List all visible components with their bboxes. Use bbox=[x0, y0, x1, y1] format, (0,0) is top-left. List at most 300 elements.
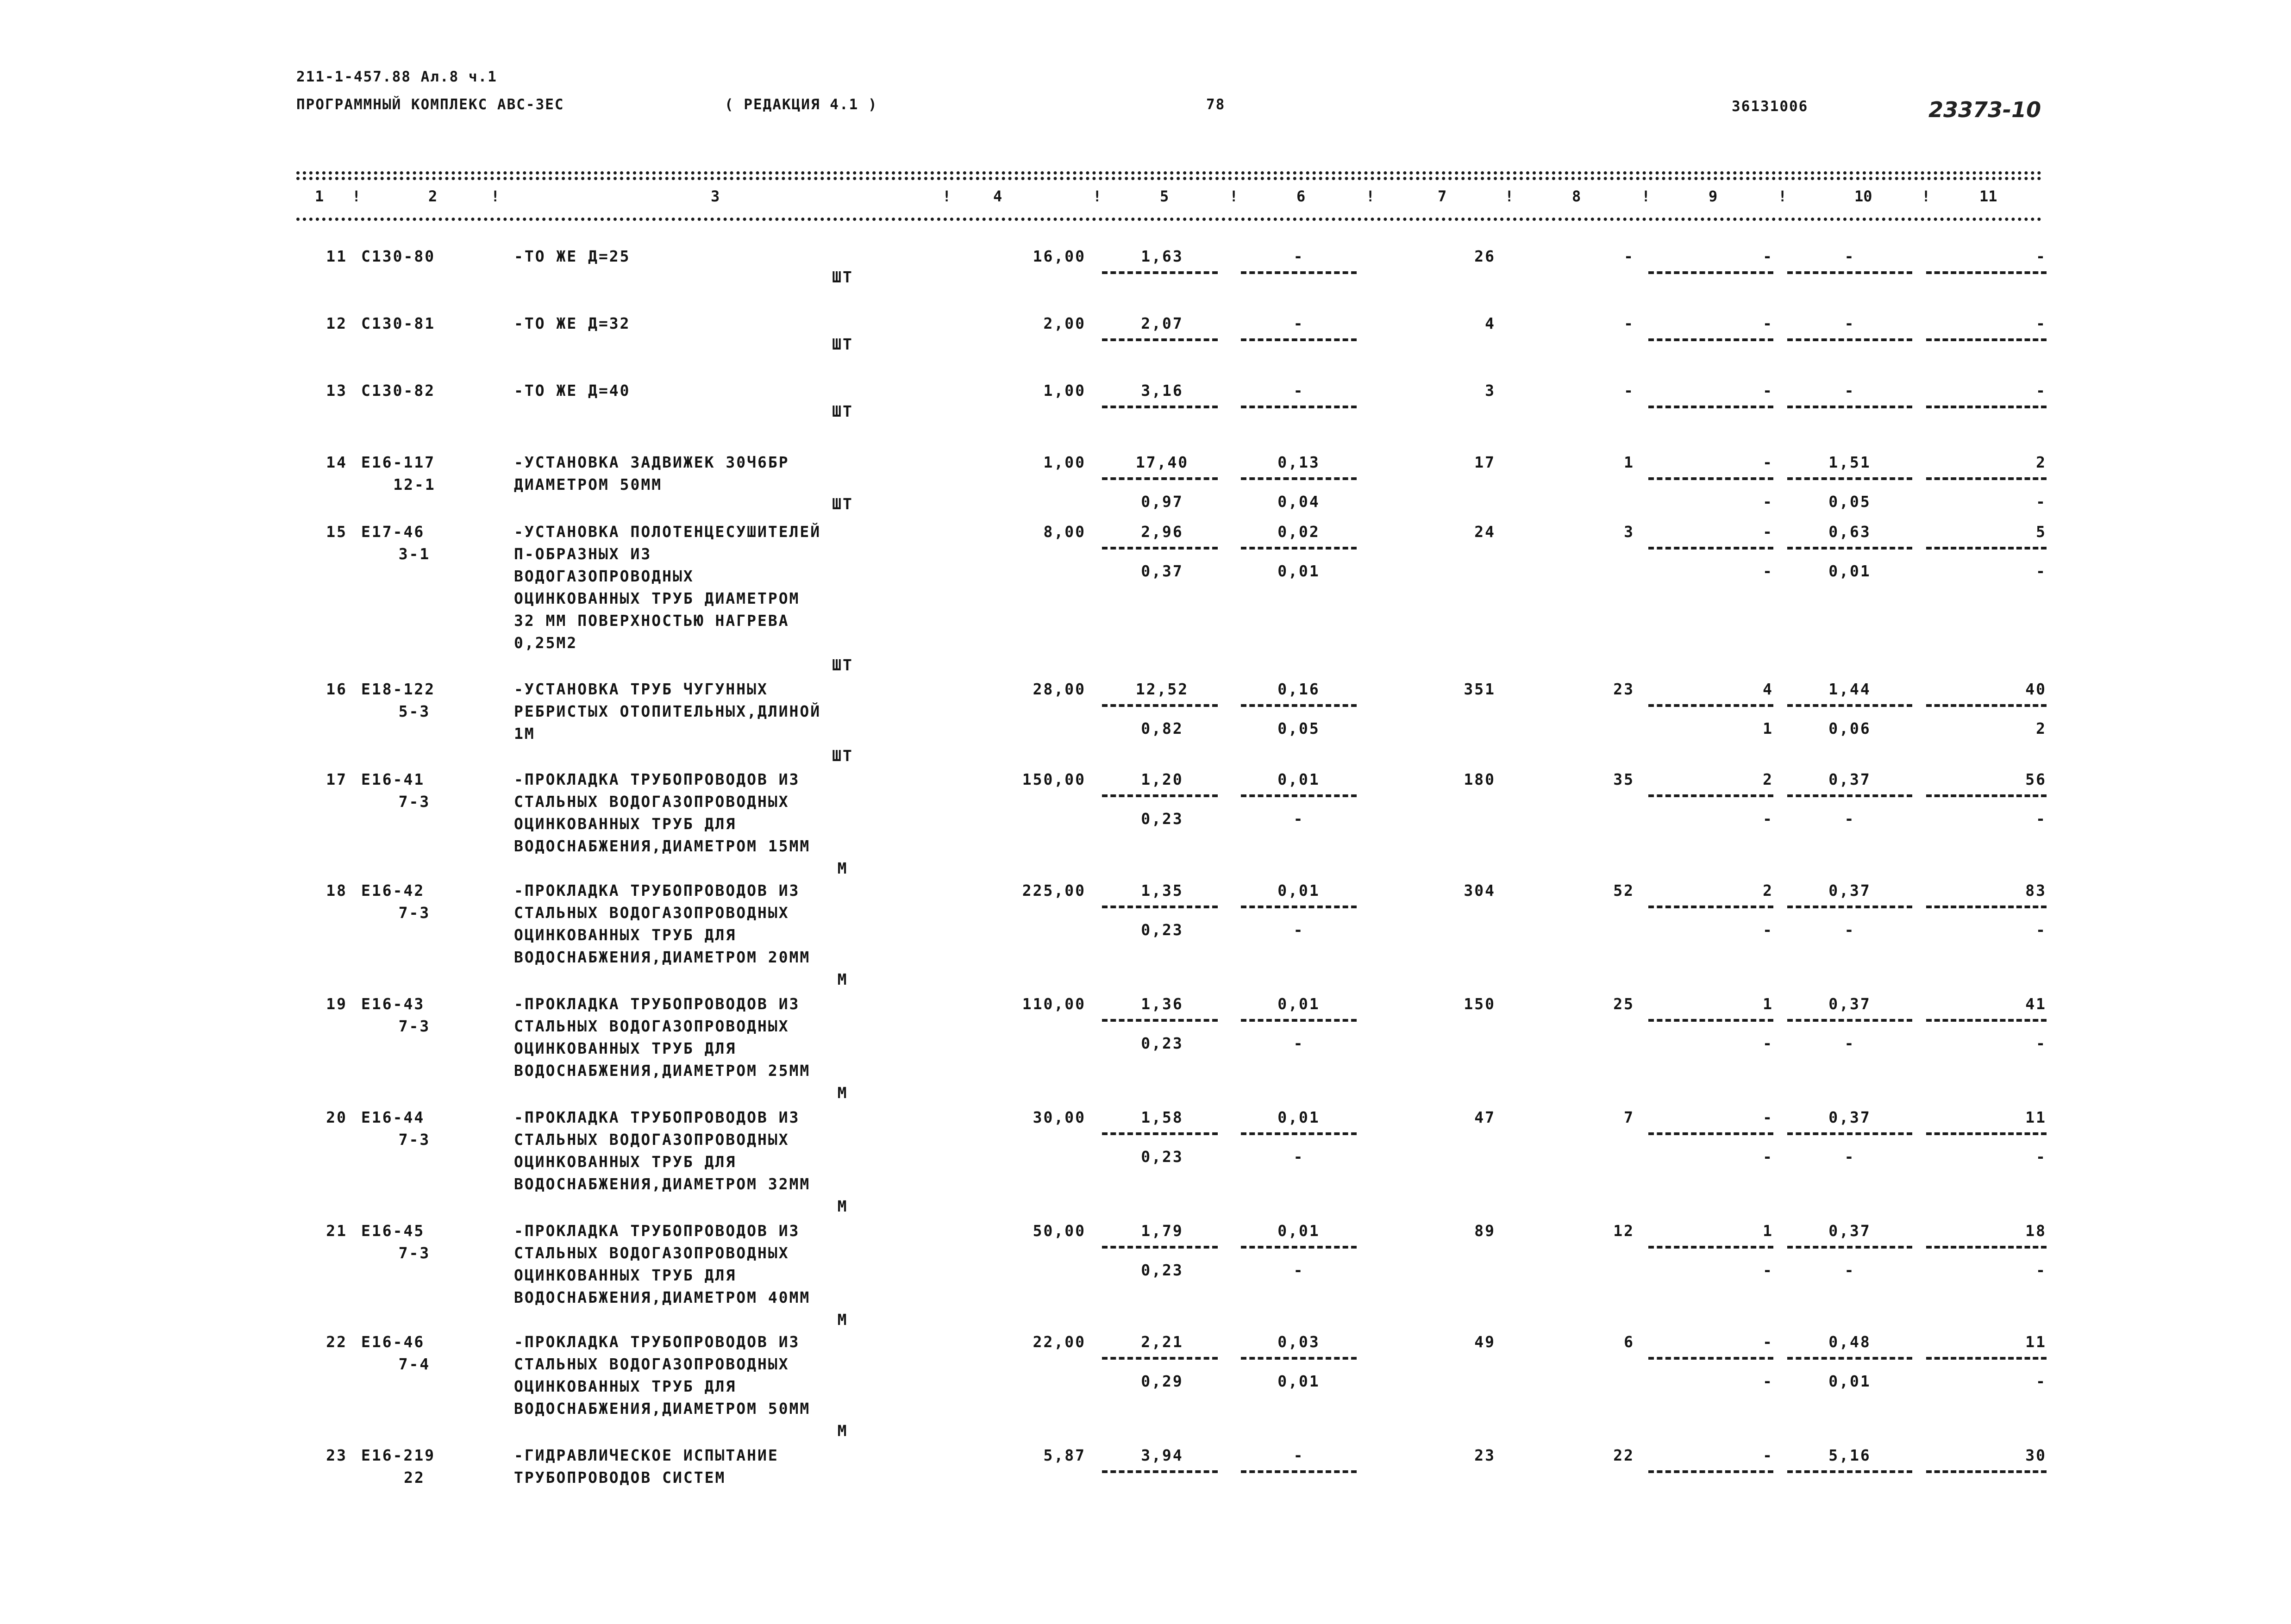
cost-divider bbox=[1102, 338, 1218, 341]
table-top-rule bbox=[296, 171, 2042, 175]
row-number: 16 bbox=[326, 680, 347, 698]
work-description: 32 ММ ПОВЕРХНОСТЬЮ НАГРЕВА bbox=[514, 612, 789, 630]
col11-value: 5 bbox=[2036, 523, 2047, 541]
unit-cost-wages-equip: 0,01 bbox=[1277, 562, 1320, 580]
wages-cost: - bbox=[1624, 314, 1634, 332]
header-bottom-rule bbox=[296, 218, 2042, 221]
cost-divider bbox=[1787, 271, 1912, 274]
unit-of-measure: ШТ bbox=[832, 335, 853, 353]
work-description: -ПРОКЛАДКА ТРУБОПРОВОДОВ ИЗ bbox=[514, 881, 800, 899]
work-description: 0,25М2 bbox=[514, 634, 578, 652]
col11-value: 83 bbox=[2025, 881, 2047, 899]
work-description: -УСТАНОВКА ЗАДВИЖЕК 30Ч6БР bbox=[514, 453, 789, 471]
wages-cost: 3 bbox=[1624, 523, 1634, 541]
labor-value: 0,37 bbox=[1828, 1108, 1871, 1126]
work-description: СТАЛЬНЫХ ВОДОГАЗОПРОВОДНЫХ bbox=[514, 793, 789, 811]
rate-code: 7-3 bbox=[398, 1131, 431, 1149]
unit-cost-total: 1,79 bbox=[1141, 1222, 1183, 1240]
unit-cost-equipment: 0,01 bbox=[1277, 1108, 1320, 1126]
col9-sub-value: - bbox=[1763, 562, 1773, 580]
labor-value: 0,37 bbox=[1828, 770, 1871, 788]
quantity-cell: 110,00 bbox=[1022, 995, 1086, 1013]
cost-divider bbox=[1787, 1019, 1912, 1022]
unit-cost-total: 3,94 bbox=[1141, 1446, 1183, 1464]
unit-cost-equipment: 0,16 bbox=[1277, 680, 1320, 698]
unit-cost-wages: 0,97 bbox=[1141, 493, 1183, 511]
wages-cost: 22 bbox=[1613, 1446, 1634, 1464]
cost-divider bbox=[1648, 1246, 1773, 1249]
col9-sub-value: - bbox=[1763, 1034, 1773, 1052]
rate-code: С130-80 bbox=[361, 247, 436, 265]
unit-cost-wages: 0,23 bbox=[1141, 810, 1183, 828]
cost-divider bbox=[1241, 406, 1357, 408]
cost-divider bbox=[1926, 794, 2047, 797]
column-number-6: 6 bbox=[1296, 187, 1306, 205]
total-cost: 3 bbox=[1485, 381, 1496, 400]
col11-value: 56 bbox=[2025, 770, 2047, 788]
cost-divider bbox=[1648, 704, 1773, 707]
cost-divider bbox=[1102, 1132, 1218, 1135]
total-cost: 180 bbox=[1464, 770, 1496, 788]
cost-divider bbox=[1241, 794, 1357, 797]
rate-code: 7-4 bbox=[398, 1355, 431, 1373]
work-description: ОЦИНКОВАННЫХ ТРУБ ДЛЯ bbox=[514, 1039, 737, 1057]
unit-cost-total: 1,36 bbox=[1141, 995, 1183, 1013]
work-description: ОЦИНКОВАННЫХ ТРУБ ДИАМЕТРОМ bbox=[514, 589, 800, 607]
column-number-5: 5 bbox=[1160, 187, 1169, 205]
labor-sub-value: - bbox=[1844, 921, 1855, 939]
cost-divider bbox=[1241, 906, 1357, 908]
row-number: 11 bbox=[326, 247, 347, 265]
cost-divider bbox=[1241, 1357, 1357, 1360]
unit-cost-total: 1,35 bbox=[1141, 881, 1183, 899]
unit-cost-total: 3,16 bbox=[1141, 381, 1183, 400]
unit-of-measure: М bbox=[837, 1311, 848, 1329]
col11-value: - bbox=[2036, 314, 2047, 332]
total-cost: 351 bbox=[1464, 680, 1496, 698]
work-description: СТАЛЬНЫХ ВОДОГАЗОПРОВОДНЫХ bbox=[514, 1244, 789, 1262]
work-description: ТРУБОПРОВОДОВ СИСТЕМ bbox=[514, 1468, 726, 1487]
work-description: ВОДОСНАБЖЕНИЯ,ДИАМЕТРОМ 20ММ bbox=[514, 948, 811, 966]
total-cost: 17 bbox=[1474, 453, 1496, 471]
col11-value: - bbox=[2036, 381, 2047, 400]
unit-cost-wages: 0,23 bbox=[1141, 1261, 1183, 1279]
column-number-2: 2 bbox=[428, 187, 438, 205]
unit-cost-equipment: 0,02 bbox=[1277, 523, 1320, 541]
labor-value: 0,37 bbox=[1828, 995, 1871, 1013]
labor-sub-value: 0,01 bbox=[1828, 562, 1871, 580]
rate-code: 22 bbox=[404, 1468, 425, 1487]
col9-sub-value: - bbox=[1763, 810, 1773, 828]
labor-value: 0,37 bbox=[1828, 1222, 1871, 1240]
unit-cost-total: 2,96 bbox=[1141, 523, 1183, 541]
cost-divider bbox=[1648, 1132, 1773, 1135]
quantity-cell: 22,00 bbox=[1033, 1333, 1086, 1351]
work-description: -ПРОКЛАДКА ТРУБОПРОВОДОВ ИЗ bbox=[514, 1222, 800, 1240]
col11-sub-value: - bbox=[2036, 1034, 2047, 1052]
quantity-cell: 50,00 bbox=[1033, 1222, 1086, 1240]
work-description: СТАЛЬНЫХ ВОДОГАЗОПРОВОДНЫХ bbox=[514, 1355, 789, 1373]
col11-sub-value: - bbox=[2036, 810, 2047, 828]
cost-divider bbox=[1241, 704, 1357, 707]
cost-divider bbox=[1926, 477, 2047, 480]
column-separator: ! bbox=[1093, 187, 1102, 205]
labor-sub-value: 0,01 bbox=[1828, 1372, 1871, 1390]
unit-cost-wages-equip: - bbox=[1293, 1148, 1304, 1166]
work-description: ВОДОСНАБЖЕНИЯ,ДИАМЕТРОМ 50ММ bbox=[514, 1399, 811, 1418]
unit-cost-wages-equip: - bbox=[1293, 810, 1304, 828]
work-description: ВОДОСНАБЖЕНИЯ,ДИАМЕТРОМ 40ММ bbox=[514, 1288, 811, 1306]
wages-cost: 35 bbox=[1613, 770, 1634, 788]
rate-code: Е16-117 bbox=[361, 453, 436, 471]
col9-sub-value: - bbox=[1763, 493, 1773, 511]
col11-value: 40 bbox=[2025, 680, 2047, 698]
unit-cost-wages-equip: - bbox=[1293, 921, 1304, 939]
col11-sub-value: - bbox=[2036, 1261, 2047, 1279]
program-line: ПРОГРАММНЫЙ КОМПЛЕКС АВС-ЗЕС bbox=[296, 96, 564, 113]
cost-divider bbox=[1926, 1470, 2047, 1473]
quantity-cell: 5,87 bbox=[1043, 1446, 1086, 1464]
rate-code: Е16-42 bbox=[361, 881, 425, 899]
column-separator: ! bbox=[1505, 187, 1514, 205]
unit-cost-wages-equip: - bbox=[1293, 1034, 1304, 1052]
work-description: П-ОБРАЗНЫХ ИЗ bbox=[514, 545, 652, 563]
wages-cost: 7 bbox=[1624, 1108, 1634, 1126]
unit-cost-total: 1,20 bbox=[1141, 770, 1183, 788]
total-cost: 23 bbox=[1474, 1446, 1496, 1464]
total-cost: 89 bbox=[1474, 1222, 1496, 1240]
labor-value: - bbox=[1844, 247, 1855, 265]
cost-divider bbox=[1926, 271, 2047, 274]
work-description: -ПРОКЛАДКА ТРУБОПРОВОДОВ ИЗ bbox=[514, 1108, 800, 1126]
col11-value: - bbox=[2036, 247, 2047, 265]
column-number-9: 9 bbox=[1709, 187, 1718, 205]
col11-sub-value: 2 bbox=[2036, 719, 2047, 737]
column-number-10: 10 bbox=[1854, 187, 1872, 205]
cost-divider bbox=[1787, 906, 1912, 908]
unit-cost-total: 1,58 bbox=[1141, 1108, 1183, 1126]
unit-of-measure: ШТ bbox=[832, 495, 853, 513]
work-description: -УСТАНОВКА ТРУБ ЧУГУННЫХ bbox=[514, 680, 768, 698]
unit-of-measure: М bbox=[837, 1197, 848, 1215]
col9-value: 1 bbox=[1763, 1222, 1773, 1240]
work-description: -ПРОКЛАДКА ТРУБОПРОВОДОВ ИЗ bbox=[514, 995, 800, 1013]
labor-sub-value: - bbox=[1844, 1148, 1855, 1166]
unit-cost-equipment: 0,01 bbox=[1277, 770, 1320, 788]
cost-divider bbox=[1102, 1470, 1218, 1473]
unit-cost-wages: 0,23 bbox=[1141, 921, 1183, 939]
col11-sub-value: - bbox=[2036, 493, 2047, 511]
unit-cost-equipment: - bbox=[1293, 247, 1304, 265]
rate-code: 3-1 bbox=[398, 545, 431, 563]
unit-cost-wages: 0,37 bbox=[1141, 562, 1183, 580]
work-description: -ТО ЖЕ Д=40 bbox=[514, 381, 631, 400]
table-top-rule-2 bbox=[296, 177, 2042, 180]
cost-divider bbox=[1787, 704, 1912, 707]
labor-value: 0,48 bbox=[1828, 1333, 1871, 1351]
work-description: -ПРОКЛАДКА ТРУБОПРОВОДОВ ИЗ bbox=[514, 1333, 800, 1351]
cost-divider bbox=[1926, 1357, 2047, 1360]
col9-sub-value: - bbox=[1763, 1372, 1773, 1390]
unit-cost-equipment: - bbox=[1293, 314, 1304, 332]
work-description: ВОДОГАЗОПРОВОДНЫХ bbox=[514, 567, 694, 585]
cost-divider bbox=[1787, 338, 1912, 341]
rate-code: Е16-44 bbox=[361, 1108, 425, 1126]
column-number-4: 4 bbox=[993, 187, 1002, 205]
cost-divider bbox=[1648, 406, 1773, 408]
labor-sub-value: - bbox=[1844, 1034, 1855, 1052]
work-description: СТАЛЬНЫХ ВОДОГАЗОПРОВОДНЫХ bbox=[514, 1131, 789, 1149]
work-description: -ТО ЖЕ Д=25 bbox=[514, 247, 631, 265]
cost-divider bbox=[1102, 271, 1218, 274]
work-description: ОЦИНКОВАННЫХ ТРУБ ДЛЯ bbox=[514, 1153, 737, 1171]
col11-sub-value: - bbox=[2036, 1372, 2047, 1390]
work-description: -ГИДРАВЛИЧЕСКОЕ ИСПЫТАНИЕ bbox=[514, 1446, 779, 1464]
wages-cost: - bbox=[1624, 247, 1634, 265]
cost-divider bbox=[1102, 1357, 1218, 1360]
unit-cost-equipment: 0,01 bbox=[1277, 881, 1320, 899]
column-separator: ! bbox=[491, 187, 500, 205]
rate-code: 7-3 bbox=[398, 904, 431, 922]
rate-code: Е18-122 bbox=[361, 680, 436, 698]
work-description: ВОДОСНАБЖЕНИЯ,ДИАМЕТРОМ 25ММ bbox=[514, 1062, 811, 1080]
column-number-11: 11 bbox=[1979, 187, 1997, 205]
work-description: ОЦИНКОВАННЫХ ТРУБ ДЛЯ bbox=[514, 926, 737, 944]
total-cost: 150 bbox=[1464, 995, 1496, 1013]
cost-divider bbox=[1102, 477, 1218, 480]
unit-cost-wages: 0,82 bbox=[1141, 719, 1183, 737]
col11-value: 41 bbox=[2025, 995, 2047, 1013]
col9-value: - bbox=[1763, 1108, 1773, 1126]
unit-cost-equipment: 0,01 bbox=[1277, 995, 1320, 1013]
cost-divider bbox=[1102, 1246, 1218, 1249]
wages-cost: 23 bbox=[1613, 680, 1634, 698]
unit-of-measure: ШТ bbox=[832, 747, 853, 765]
cost-divider bbox=[1648, 338, 1773, 341]
column-number-8: 8 bbox=[1572, 187, 1581, 205]
total-cost: 4 bbox=[1485, 314, 1496, 332]
unit-cost-wages: 0,23 bbox=[1141, 1148, 1183, 1166]
row-number: 20 bbox=[326, 1108, 347, 1126]
document-code: 36131006 bbox=[1732, 98, 1809, 115]
page-number: 78 bbox=[1206, 96, 1226, 113]
row-number: 12 bbox=[326, 314, 347, 332]
row-number: 23 bbox=[326, 1446, 347, 1464]
cost-divider bbox=[1648, 1019, 1773, 1022]
work-description: ОЦИНКОВАННЫХ ТРУБ ДЛЯ bbox=[514, 1266, 737, 1284]
unit-of-measure: М bbox=[837, 1422, 848, 1440]
col9-sub-value: - bbox=[1763, 1148, 1773, 1166]
labor-value: 0,63 bbox=[1828, 523, 1871, 541]
col9-value: 2 bbox=[1763, 881, 1773, 899]
cost-divider bbox=[1241, 547, 1357, 550]
cost-divider bbox=[1241, 1246, 1357, 1249]
wages-cost: 6 bbox=[1624, 1333, 1634, 1351]
row-number: 15 bbox=[326, 523, 347, 541]
cost-divider bbox=[1648, 1357, 1773, 1360]
unit-of-measure: ШТ bbox=[832, 656, 853, 674]
unit-cost-total: 2,21 bbox=[1141, 1333, 1183, 1351]
col9-sub-value: 1 bbox=[1763, 719, 1773, 737]
cost-divider bbox=[1241, 477, 1357, 480]
unit-cost-total: 12,52 bbox=[1135, 680, 1189, 698]
rate-code: Е16-45 bbox=[361, 1222, 425, 1240]
column-separator: ! bbox=[1641, 187, 1651, 205]
unit-cost-total: 17,40 bbox=[1135, 453, 1189, 471]
handwritten-number: 23373-10 bbox=[1928, 97, 2041, 122]
labor-value: - bbox=[1844, 314, 1855, 332]
col9-value: - bbox=[1763, 1446, 1773, 1464]
col11-sub-value: - bbox=[2036, 1148, 2047, 1166]
col11-value: 18 bbox=[2025, 1222, 2047, 1240]
cost-divider bbox=[1787, 477, 1912, 480]
cost-divider bbox=[1926, 1019, 2047, 1022]
cost-divider bbox=[1648, 906, 1773, 908]
unit-of-measure: М bbox=[837, 970, 848, 988]
quantity-cell: 16,00 bbox=[1033, 247, 1086, 265]
rate-code: 7-3 bbox=[398, 793, 431, 811]
unit-cost-equipment: - bbox=[1293, 1446, 1304, 1464]
total-cost: 47 bbox=[1474, 1108, 1496, 1126]
cost-divider bbox=[1926, 406, 2047, 408]
cost-divider bbox=[1926, 338, 2047, 341]
col11-value: 30 bbox=[2025, 1446, 2047, 1464]
unit-cost-total: 2,07 bbox=[1141, 314, 1183, 332]
unit-cost-wages-equip: 0,04 bbox=[1277, 493, 1320, 511]
labor-value: 1,44 bbox=[1828, 680, 1871, 698]
col9-sub-value: - bbox=[1763, 1261, 1773, 1279]
rate-code: Е16-219 bbox=[361, 1446, 436, 1464]
cost-divider bbox=[1102, 704, 1218, 707]
column-number-1: 1 bbox=[315, 187, 324, 205]
col9-value: 1 bbox=[1763, 995, 1773, 1013]
labor-sub-value: - bbox=[1844, 1261, 1855, 1279]
unit-of-measure: ШТ bbox=[832, 268, 853, 286]
work-description: ОЦИНКОВАННЫХ ТРУБ ДЛЯ bbox=[514, 1377, 737, 1395]
column-separator: ! bbox=[1366, 187, 1375, 205]
work-description: ВОДОСНАБЖЕНИЯ,ДИАМЕТРОМ 15ММ bbox=[514, 837, 811, 855]
unit-cost-wages-equip: 0,05 bbox=[1277, 719, 1320, 737]
labor-sub-value: - bbox=[1844, 810, 1855, 828]
unit-cost-equipment: - bbox=[1293, 381, 1304, 400]
col11-sub-value: - bbox=[2036, 562, 2047, 580]
col9-sub-value: - bbox=[1763, 921, 1773, 939]
cost-divider bbox=[1787, 1470, 1912, 1473]
col11-sub-value: - bbox=[2036, 921, 2047, 939]
labor-value: 1,51 bbox=[1828, 453, 1871, 471]
unit-cost-equipment: 0,01 bbox=[1277, 1222, 1320, 1240]
quantity-cell: 8,00 bbox=[1043, 523, 1086, 541]
wages-cost: 12 bbox=[1613, 1222, 1634, 1240]
cost-divider bbox=[1787, 547, 1912, 550]
rate-code: Е16-41 bbox=[361, 770, 425, 788]
wages-cost: 52 bbox=[1613, 881, 1634, 899]
wages-cost: - bbox=[1624, 381, 1634, 400]
cost-divider bbox=[1926, 906, 2047, 908]
cost-divider bbox=[1648, 1470, 1773, 1473]
unit-cost-equipment: 0,13 bbox=[1277, 453, 1320, 471]
work-description: ОЦИНКОВАННЫХ ТРУБ ДЛЯ bbox=[514, 815, 737, 833]
col11-value: 11 bbox=[2025, 1333, 2047, 1351]
rate-code: С130-81 bbox=[361, 314, 436, 332]
cost-divider bbox=[1787, 1357, 1912, 1360]
col9-value: - bbox=[1763, 1333, 1773, 1351]
cost-divider bbox=[1241, 1470, 1357, 1473]
quantity-cell: 28,00 bbox=[1033, 680, 1086, 698]
labor-value: - bbox=[1844, 381, 1855, 400]
rate-code: 7-3 bbox=[398, 1017, 431, 1035]
cost-divider bbox=[1102, 547, 1218, 550]
wages-cost: 25 bbox=[1613, 995, 1634, 1013]
row-number: 14 bbox=[326, 453, 347, 471]
total-cost: 24 bbox=[1474, 523, 1496, 541]
rate-code: Е16-46 bbox=[361, 1333, 425, 1351]
column-number-7: 7 bbox=[1438, 187, 1447, 205]
cost-divider bbox=[1648, 477, 1773, 480]
rate-code: 7-3 bbox=[398, 1244, 431, 1262]
rate-code: С130-82 bbox=[361, 381, 436, 400]
unit-cost-wages-equip: 0,01 bbox=[1277, 1372, 1320, 1390]
work-description: -ТО ЖЕ Д=32 bbox=[514, 314, 631, 332]
quantity-cell: 150,00 bbox=[1022, 770, 1086, 788]
cost-divider bbox=[1241, 1132, 1357, 1135]
edition-label: ( РЕДАКЦИЯ 4.1 ) bbox=[725, 96, 878, 113]
cost-divider bbox=[1787, 1132, 1912, 1135]
cost-divider bbox=[1102, 406, 1218, 408]
cost-divider bbox=[1102, 906, 1218, 908]
col9-value: - bbox=[1763, 247, 1773, 265]
total-cost: 49 bbox=[1474, 1333, 1496, 1351]
work-description: ДИАМЕТРОМ 50ММ bbox=[514, 475, 663, 493]
unit-cost-total: 1,63 bbox=[1141, 247, 1183, 265]
rate-code: Е17-46 bbox=[361, 523, 425, 541]
labor-sub-value: 0,05 bbox=[1828, 493, 1871, 511]
unit-cost-wages: 0,29 bbox=[1141, 1372, 1183, 1390]
wages-cost: 1 bbox=[1624, 453, 1634, 471]
cost-divider bbox=[1648, 794, 1773, 797]
column-separator: ! bbox=[1229, 187, 1239, 205]
col9-value: - bbox=[1763, 523, 1773, 541]
work-description: -УСТАНОВКА ПОЛОТЕНЦЕСУШИТЕЛЕЙ bbox=[514, 523, 821, 541]
cost-divider bbox=[1102, 794, 1218, 797]
work-description: 1М bbox=[514, 725, 535, 743]
col9-value: 4 bbox=[1763, 680, 1773, 698]
rate-code: Е16-43 bbox=[361, 995, 425, 1013]
cost-divider bbox=[1241, 271, 1357, 274]
cost-divider bbox=[1926, 704, 2047, 707]
col11-value: 11 bbox=[2025, 1108, 2047, 1126]
column-number-3: 3 bbox=[711, 187, 720, 205]
row-number: 17 bbox=[326, 770, 347, 788]
col9-value: - bbox=[1763, 314, 1773, 332]
row-number: 19 bbox=[326, 995, 347, 1013]
column-separator: ! bbox=[1778, 187, 1787, 205]
column-separator: ! bbox=[942, 187, 951, 205]
labor-value: 5,16 bbox=[1828, 1446, 1871, 1464]
work-description: -ПРОКЛАДКА ТРУБОПРОВОДОВ ИЗ bbox=[514, 770, 800, 788]
unit-cost-equipment: 0,03 bbox=[1277, 1333, 1320, 1351]
quantity-cell: 1,00 bbox=[1043, 381, 1086, 400]
quantity-cell: 2,00 bbox=[1043, 314, 1086, 332]
cost-divider bbox=[1787, 406, 1912, 408]
row-number: 22 bbox=[326, 1333, 347, 1351]
col9-value: 2 bbox=[1763, 770, 1773, 788]
unit-of-measure: ШТ bbox=[832, 402, 853, 420]
total-cost: 304 bbox=[1464, 881, 1496, 899]
labor-value: 0,37 bbox=[1828, 881, 1871, 899]
work-description: СТАЛЬНЫХ ВОДОГАЗОПРОВОДНЫХ bbox=[514, 1017, 789, 1035]
column-separator: ! bbox=[352, 187, 361, 205]
